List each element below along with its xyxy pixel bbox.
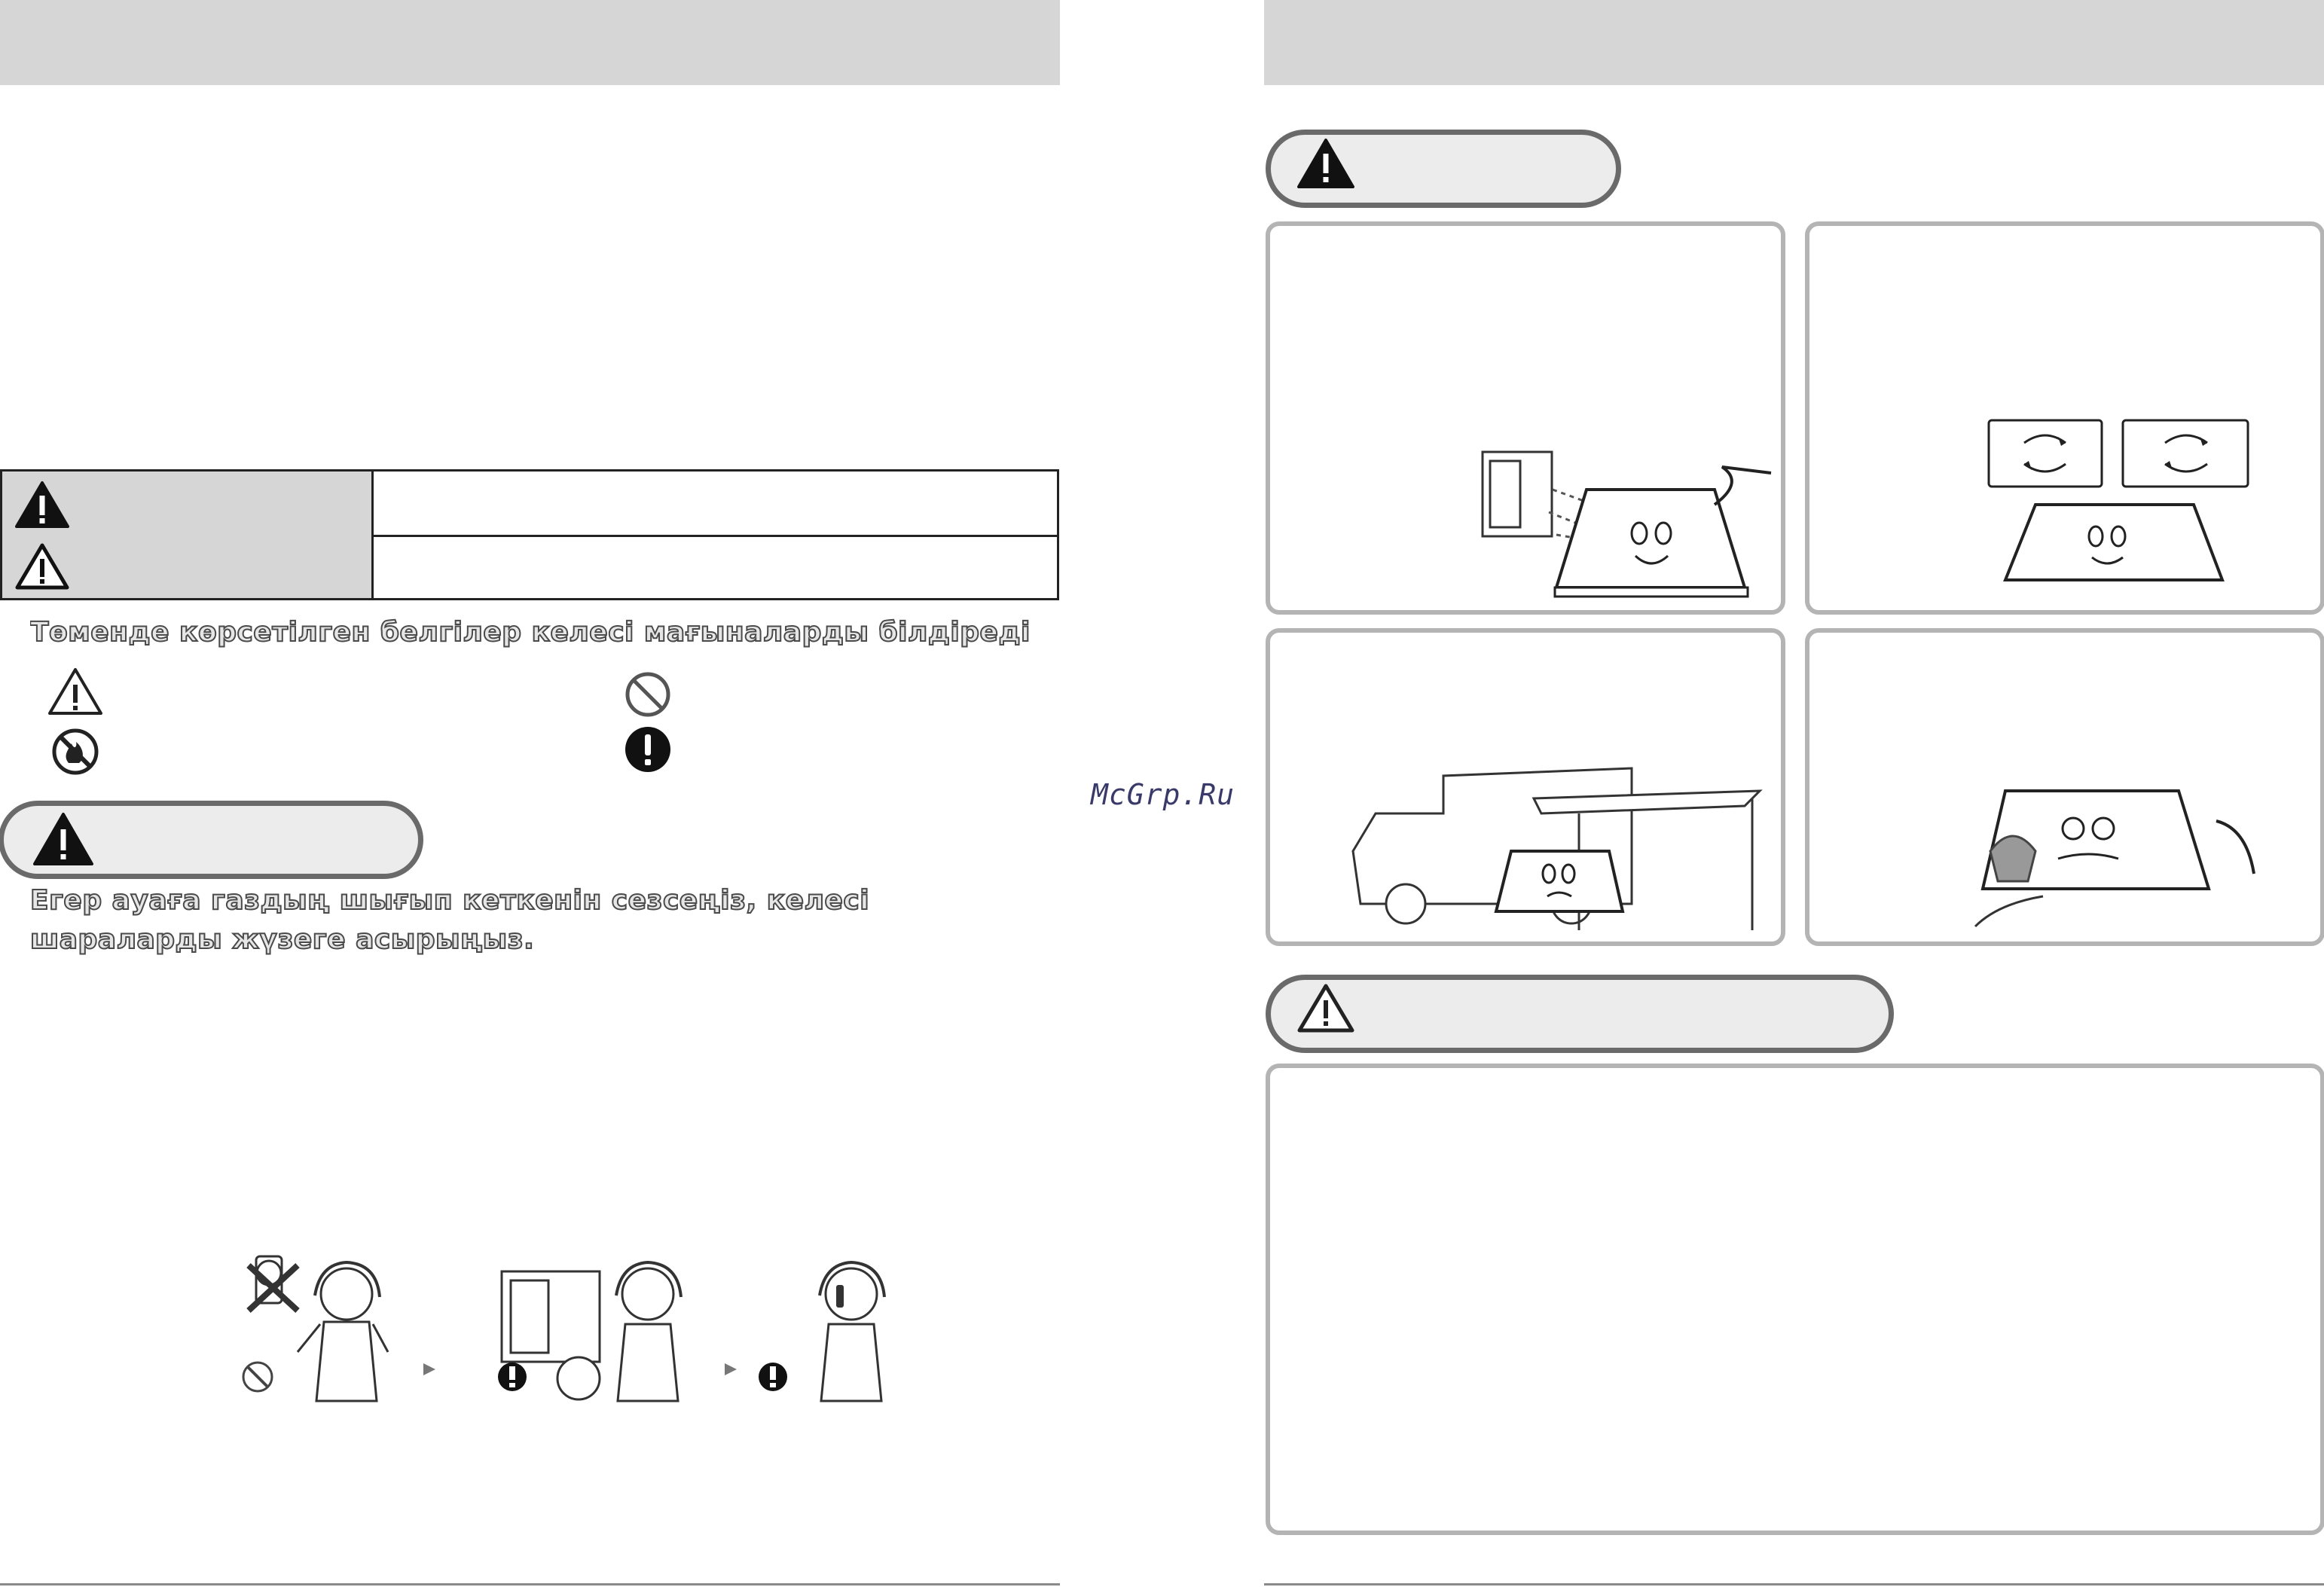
- panel-caution-content: [1266, 1064, 2324, 1535]
- signal-word-table: [0, 469, 1059, 600]
- smoke-icon: [1990, 836, 2035, 881]
- signal-row-warning: [2, 472, 1057, 537]
- woman-figure-2: [622, 1268, 673, 1320]
- right-page-header-bar: [1264, 0, 2324, 85]
- left-page-header-bar: [0, 0, 1060, 85]
- mandatory-icon: [624, 725, 672, 774]
- vehicle-illustration: [1345, 761, 1767, 934]
- gas-leak-steps-illustration: [226, 1243, 904, 1416]
- warning-triangle-outline-icon: [1296, 982, 1356, 1035]
- damaged-cooktop-illustration: [1968, 761, 2284, 926]
- rotate-indicator-2: [2123, 420, 2248, 487]
- phone-icon: [836, 1285, 844, 1308]
- left-page-footer-line: [0, 1583, 1060, 1585]
- prohibition-icon: [624, 670, 672, 719]
- caution-pill-right: [1266, 975, 1894, 1053]
- ventilation-illustration: [1473, 444, 1775, 603]
- warning-triangle-filled-icon: [32, 811, 95, 867]
- rotation-illustration: [1983, 414, 2299, 595]
- caution-triangle-icon: [47, 667, 104, 716]
- arrow-right-icon: [725, 1363, 737, 1375]
- step2-group: [498, 1262, 681, 1401]
- warning-triangle-filled-icon: [14, 481, 70, 529]
- gas-leak-instruction-line1: Егер ауаға газдың шығып кеткенін сезсеңіз, келесі: [30, 885, 870, 916]
- step3-group: [759, 1262, 884, 1401]
- woman-figure-1: [321, 1268, 372, 1320]
- warning-triangle-filled-icon: [1296, 137, 1356, 190]
- gas-hose-icon: [1975, 896, 2043, 926]
- rotate-indicator-1: [1989, 420, 2102, 487]
- waving-hand: [2216, 821, 2254, 874]
- gas-valve-icon: [557, 1357, 600, 1399]
- panel-rotation: [1805, 221, 2324, 615]
- signal-cell-warning: [2, 472, 374, 535]
- signal-cell-caution: [2, 535, 374, 598]
- panel-damaged: [1805, 628, 2324, 946]
- warning-triangle-outline-icon: [14, 542, 70, 591]
- gas-leak-instruction-line2: шараларды жүзеге асырыңыз.: [30, 924, 535, 955]
- step1-group: [243, 1256, 388, 1401]
- right-page-footer-line: [1264, 1583, 2324, 1585]
- cooktop-character: [1496, 851, 1623, 911]
- arrow-right-icon: [423, 1363, 435, 1375]
- woman-on-phone-figure: [826, 1268, 877, 1320]
- symbols-intro-heading: Төменде көрсетілген белгілер келесі мағыналарды білдіреді: [30, 617, 1031, 648]
- panel-vehicle: [1266, 628, 1785, 946]
- panel-ventilation: [1266, 221, 1785, 615]
- pointing-hand: [1715, 467, 1771, 505]
- no-fire-icon: [50, 727, 100, 777]
- watermark: McGrp.Ru: [1091, 778, 1235, 811]
- signal-row-caution: [2, 535, 1057, 598]
